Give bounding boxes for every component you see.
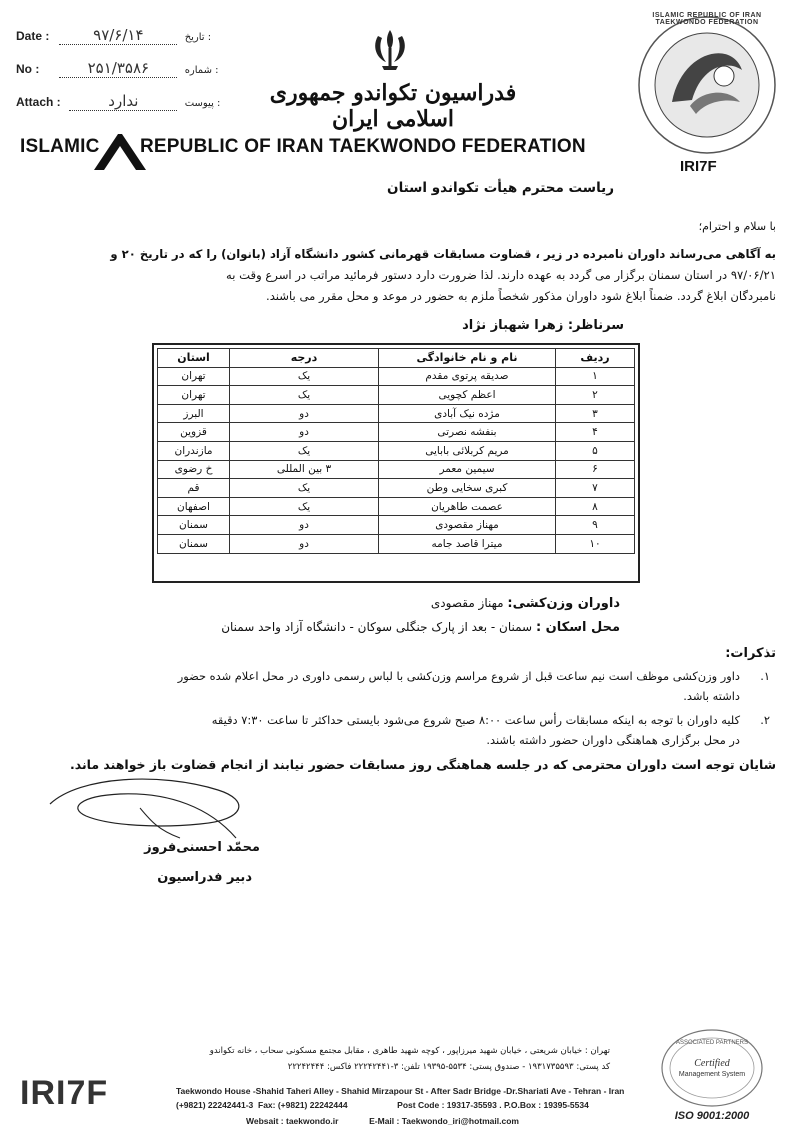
attach-label: Attach : [16, 95, 61, 109]
greeting: با سلام و احترام؛ [698, 220, 776, 233]
referee-grade: یک [230, 441, 379, 460]
referee-table-frame [152, 343, 640, 583]
weighin-label: داوران وزن‌کشی: [507, 596, 620, 611]
referee-name: مهناز مقصودی [379, 516, 556, 535]
note-2-line-1: کلیه داوران با توجه به اینکه مسابقات رأس ساعت ۸:۰۰ صبح شروع می‌شود بایستی حداکثر تا ساعت ۷:۳۰ دقیقه [211, 713, 740, 727]
federation-logo [632, 10, 782, 180]
table-header-row [158, 349, 635, 368]
row-number: ۶ [556, 460, 635, 479]
logo-label: IRI7F [680, 158, 717, 175]
referee-grade: دو [230, 423, 379, 442]
note-1-line-2: داشته باشد. [683, 689, 740, 703]
note-2-line-2: در محل برگزاری هماهنگی داوران حضور داشته باشند. [486, 733, 740, 747]
table-row [158, 386, 635, 405]
referee-province: اصفهان [158, 497, 230, 516]
referee-grade: ۳ بین المللی [230, 460, 379, 479]
referee-grade: یک [230, 497, 379, 516]
note-1-line-1: داور وزن‌کشی موظف است نیم ساعت قبل از شروع مراسم وزن‌کشی با لباس رسمی داوری در محل اعلام شده حضور [177, 669, 740, 683]
venue [221, 620, 620, 635]
note-2 [50, 710, 770, 750]
date-label: Date : [16, 29, 50, 43]
cert-top: ASSOCIATED PARTNERS [675, 1040, 748, 1046]
referee-name: صدیقه پرتوی مقدم [379, 367, 556, 386]
letter-body [16, 244, 776, 307]
attach-value: ندارد [69, 92, 177, 111]
table-row [158, 497, 635, 516]
referee-name: عصمت طاهریان [379, 497, 556, 516]
footer-postcode: Post Code : 19317-35593 . P.O.Box : 19395-5534 [397, 1100, 589, 1110]
iso-seal [652, 1028, 770, 1124]
row-number: ۱۰ [556, 534, 635, 553]
signer-name: محمّد احسنی‌فروز [144, 840, 260, 855]
title-persian: فدراسیون تکواندو جمهوری اسلامی ایران [269, 80, 517, 132]
title-english-left: ISLAMIC [20, 136, 100, 157]
date-label-fa: تاریخ : [184, 32, 212, 43]
footer-logo-label: IRI7F [20, 1074, 109, 1112]
table-row [158, 441, 635, 460]
addressee: ریاست محترم هیأت تکواندو استان [387, 180, 614, 196]
row-number: ۹ [556, 516, 635, 535]
referee-grade: یک [230, 479, 379, 498]
number-label: No : [16, 62, 40, 76]
referee-province: سمنان [158, 516, 230, 535]
body-line-1: به آگاهی می‌رساند داوران نامبرده در زیر ، قضاوت مسابقات قهرمانی کشور دانشگاه آزاد (بانوان) را که در تاریخ ۲۰ و [110, 247, 776, 261]
body-line-3: نامبردگان ابلاغ گردد. ضمناً ابلاغ شود داوران مذکور شخصاً ملزم به حضور در موعد و محل مقرر می باشند. [266, 289, 776, 303]
supervisor: سرناظر: زهرا شهباز نژاد [462, 318, 624, 333]
row-number: ۳ [556, 404, 635, 423]
referee-grade: یک [230, 386, 379, 405]
row-number: ۷ [556, 479, 635, 498]
title-english-right: REPUBLIC OF IRAN TAEKWONDO FEDERATION [140, 136, 586, 157]
table-row [158, 367, 635, 386]
iso-label: ISO 9001:2000 [674, 1110, 750, 1122]
iran-emblem-icon [368, 26, 412, 72]
referee-table [157, 348, 635, 554]
referee-name: میترا قاصد جامه [379, 534, 556, 553]
table-row [158, 423, 635, 442]
venue-value: سمنان - بعد از پارک جنگلی سوکان - دانشگاه آزاد واحد سمنان [221, 620, 533, 634]
referee-province: سمنان [158, 534, 230, 553]
footer-web-line [246, 1116, 519, 1126]
header-grade: درجه [230, 349, 379, 368]
header-row-number: ردیف [556, 349, 635, 368]
footer-email: E-Mail : Taekwondo_iri@hotmail.com [369, 1116, 519, 1126]
referee-name: بنفشه نصرتی [379, 423, 556, 442]
number-label-fa: شماره : [184, 65, 219, 76]
referee-name: اعظم کچویی [379, 386, 556, 405]
table-row [158, 404, 635, 423]
logo-ring-text: ISLAMIC REPUBLIC OF IRAN TAEKWONDO FEDERATION [652, 12, 762, 26]
row-number: ۸ [556, 497, 635, 516]
footer-website: Websait : taekwondo.ir [246, 1116, 339, 1126]
warning-note: شایان توجه است داوران محترمی که در جلسه هماهنگی روز مسابقات حضور نیابند از انجام قضاوت باز خواهند ماند. [69, 757, 776, 772]
referee-province: تهران [158, 367, 230, 386]
body-line-2: ۹۷/۰۶/۲۱ در استان سمنان برگزار می گردد به عهده دارند. لذا ضرورت دارد دستور فرمائید مراتب در اسرع وقت به [226, 268, 776, 282]
referee-grade: دو [230, 534, 379, 553]
row-number: ۴ [556, 423, 635, 442]
notes-label: تذکرات: [725, 646, 776, 661]
footer-tel: (+9821) 22242441-3 [176, 1100, 254, 1110]
number-value: ۲۵۱/۳۵۸۶ [59, 59, 177, 78]
federation-logo-icon [632, 10, 782, 160]
referee-name: مریم کربلائی بابایی [379, 441, 556, 460]
referee-province: البرز [158, 404, 230, 423]
signature-mark-icon [40, 768, 270, 848]
referee-name: کبری سخایی وطن [379, 479, 556, 498]
header-name: نام و نام خانوادگی [379, 349, 556, 368]
referee-province: تهران [158, 386, 230, 405]
referee-grade: دو [230, 516, 379, 535]
row-number: ۱ [556, 367, 635, 386]
footer-logo [20, 1074, 162, 1120]
attach-row [16, 92, 220, 111]
cert-mid-2: Management System [678, 1071, 746, 1078]
table-row [158, 516, 635, 535]
footer-address-en: Taekwondo House -Shahid Taheri Alley - Shahid Mirzapour St - After Sadr Bridge -Dr.Shariati Ave - Tehran - Iran [176, 1086, 625, 1096]
note-2-number: ۲. [760, 713, 770, 727]
attach-label-fa: پیوست : [184, 98, 221, 109]
venue-label: محل اسکان : [535, 620, 620, 635]
footer-address-fa: تهران : خیابان شریعتی ، خیابان شهید میرزاپور ، کوچه شهید طاهری ، مقابل مجتمع مسکونی سحاب ، خانه تکواندو [209, 1046, 610, 1056]
table-row [158, 479, 635, 498]
referee-name: مژده نیک آبادی [379, 404, 556, 423]
signer-title: دبیر فدراسیون [157, 870, 252, 885]
referee-province: قم [158, 479, 230, 498]
row-number: ۲ [556, 386, 635, 405]
referee-grade: دو [230, 404, 379, 423]
number-row [16, 59, 219, 78]
weighin-value: مهناز مقصودی [430, 596, 504, 610]
header-province: استان [158, 349, 230, 368]
referee-name: سیمین معمر [379, 460, 556, 479]
note-1-number: ۱. [760, 669, 770, 683]
referee-grade: یک [230, 367, 379, 386]
footer-fax: Fax: (+9821) 22242444 [258, 1100, 348, 1110]
table-row [158, 460, 635, 479]
note-1 [50, 666, 770, 706]
footer-contact-line [176, 1100, 589, 1110]
referee-province: خ رضوی [158, 460, 230, 479]
footer-contact-fa: کد پستی: ۱۹۳۱۷۳۵۵۹۳ - صندوق پستی: ۵۵۳۴-۱۹۳۹۵ تلفن: ۳-۲۲۲۴۲۴۴۱ فاکس: ۲۲۲۴۲۴۴۴ [287, 1062, 610, 1072]
table-row [158, 534, 635, 553]
weighin-referees [431, 596, 620, 611]
row-number: ۵ [556, 441, 635, 460]
referee-province: قزوین [158, 423, 230, 442]
date-row [16, 26, 211, 45]
date-value: ۹۷/۶/۱۴ [59, 26, 177, 45]
cert-mid-1: Certified [694, 1058, 730, 1069]
referee-province: مازندران [158, 441, 230, 460]
